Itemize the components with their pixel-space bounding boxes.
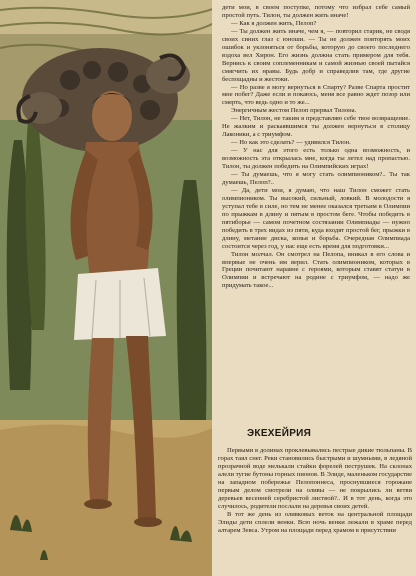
paragraph: — Но разве я могу вернуться в Спарту? Разве Спарта простит мне побег? Даже если и покаюсь, меня все равно ждет позор или смерть, что ведь одно и то же...	[222, 83, 410, 107]
paragraph: — Да, дети мои, я думаю, что наш Тилон сможет стать олимпиоником. Ты высокий, сильный, ловкий. В молодости я уступал тебе в силе, но тем не менее оказался третьим в Олимпии по прыжкам в длину и пятым в простом беге. Чтобы победить в пятиборье — самом почетном состязании Олимпиады — нужно победить в трех видах из пяти, куда входят простой бег, прыжки в длину, метание диска, копья и борьба. Очередная Олимпиада состоится через год, у нас еще есть время для подготовки...	[222, 186, 410, 250]
paragraph: — Но как это сделать? — удивился Тилон.	[231, 139, 351, 147]
paragraph: — Ты думаешь, что я могу стать олимпиоником?.. Ты так думаешь, Пелоп?..	[222, 171, 410, 186]
paragraph: — Как я должен жить, Пелоп?	[231, 19, 317, 27]
man-head	[92, 91, 132, 141]
paragraph: дети мои, в своем поступке, потому что избрал себе самый простой путь. Тилон, ты должен жить иначе!	[222, 4, 410, 19]
paragraph: — У нас для этого есть только одна возможность, и возможность эта открылась мне, когда ты летел над пропастью. Тилон, ты должен победить на Олимпийских играх!	[222, 147, 410, 171]
paragraph: В тот же день из оливковых веток на центральной площади Элиды дети сплели венки. Всю ночь венки лежали в храме перед алтарем Зевса. Утром на площади перед храмом в присутствии	[218, 510, 412, 534]
paragraph: Энергичным жестом Пелоп прервал Тилона.	[231, 107, 357, 115]
chapter-text	[218, 447, 412, 534]
paragraph: — Нет, Тилон, не таким я представляю себе твое возвращение. Не жалким и раскаявшимся ты должен вернуться в столицу Лаконики, а с триумфом.	[222, 115, 410, 139]
paragraph: — Ты должен жить иначе, чем я, — повторил старик, не сводя своих синих глаз с юноши. — Ты не должен повторять моих ошибок и уклоняться от борьбы, которую до своего последнего вздоха вел Хирон. Его жизнь должна стать примером для тебя. Вернись к своим соплеменникам и самой жизнью своей пытайся смягчить их нравы. Будь добр и справедлив там, где другие беспощадны и жестоки.	[222, 27, 410, 83]
paragraph: Первыми в долинах проклевывались пестрые дикие тюльпаны. В горах таял снег. Реки становились быстрыми и шумными, в ледяной прозрачной воде мелькали стайки форелей пеструшек. На склонах алели тугие бутоны горных пионов. В Элиде, маленьком государстве на западном побережье Пелопоннеса, проснувшиеся горожане первым делом смотрели на оливы — не покрылись ли ветви деревьев весенней серебристой листвой?.. И в тот день, когда это случилось, родители послали на деревья своих детей.	[218, 447, 412, 510]
chapter-heading: ЭКЕХЕЙРИЯ	[247, 428, 312, 439]
text-column	[222, 4, 410, 290]
paragraph: Тилон молчал. Он смотрел на Пелопа, вникал в его слова и впервые не очень им верил. Стать олимпиоником, которых в Греции почитают наравне с героями, которым ставят статуи в Олимпии и встречают на родине с триумфом, — надо же придумать такое...	[222, 250, 410, 290]
